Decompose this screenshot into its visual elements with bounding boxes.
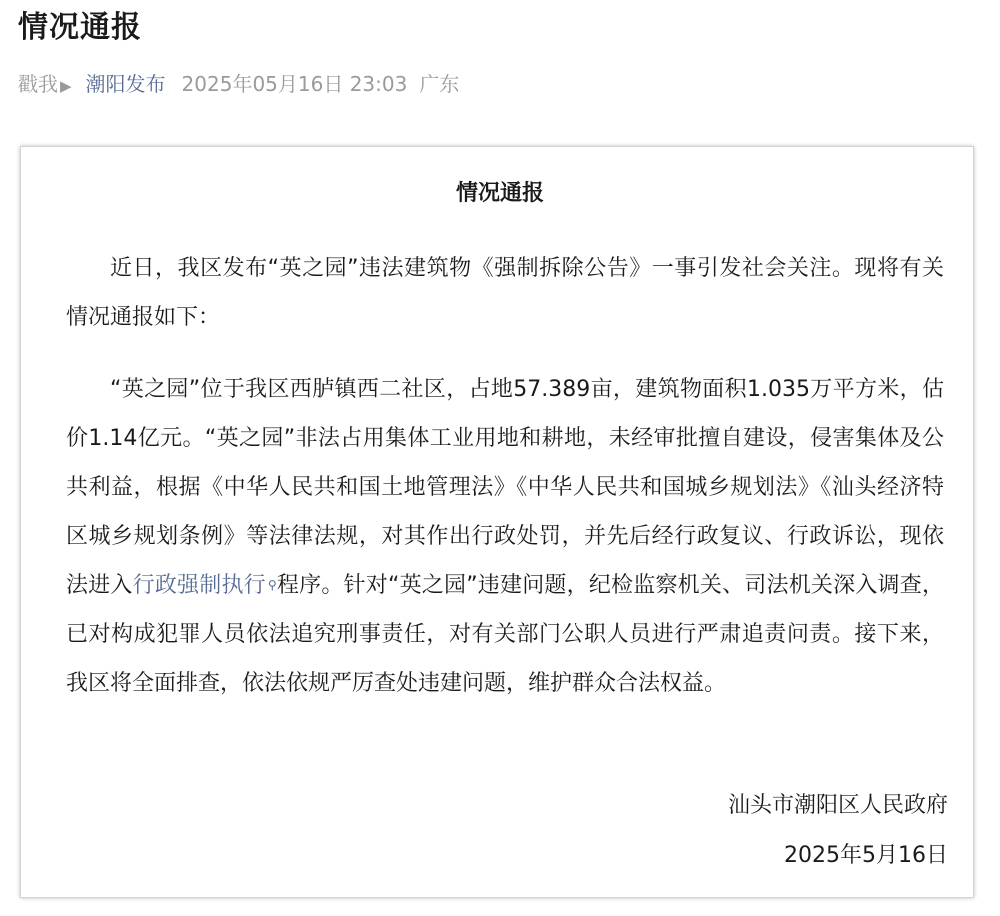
play-icon[interactable]: ▶ xyxy=(60,77,72,95)
publish-datetime: 2025年05月16日 23:03 xyxy=(181,72,408,96)
meta-prefix[interactable]: 戳我 xyxy=(18,72,58,96)
search-icon[interactable]: ⚲ xyxy=(267,578,277,592)
para2-text-after: 程序。针对“英之园”违建问题，纪检监察机关、司法机关深入调查，已对构成犯罪人员依法追究刑事责任，对有关部门公职人员进行严肃追责问责。接下来，我区将全面排查，依法依规严厉查处违建问题，维护群众合法权益。 xyxy=(66,573,944,696)
para2-text-before: “英之园”位于我区西胪镇西二社区，占地57.389亩，建筑物面积1.035万平方米，估价1.14亿元。“英之园”非法占用集体工业用地和耕地，未经审批擅自建设，侵害集体及公共利益，根据《中华人民共和国土地管理法》《中华人民共和国城乡规划法》《汕头经济特区城乡规划条例》等法律法规，对其作出行政处罚，并先后经行政复议、行政诉讼，现依法进入 xyxy=(66,377,944,598)
publish-location: 广东 xyxy=(419,72,460,96)
enforcement-link[interactable]: 行政强制执行 xyxy=(132,573,266,598)
notice-paragraph-1: 近日，我区发布“英之园”违法建筑物《强制拆除公告》一事引发社会关注。现将有关情况通报如下： xyxy=(66,256,944,330)
article-title: 情况通报 xyxy=(18,10,142,45)
notice-paragraph-2 xyxy=(66,365,944,708)
notice-title: 情况通报 xyxy=(455,181,544,206)
article-meta xyxy=(18,70,471,98)
notice-date: 2025年5月16日 xyxy=(784,843,948,868)
account-name-link[interactable]: 潮阳发布 xyxy=(85,72,166,96)
notice-signature: 汕头市潮阳区人民政府 xyxy=(727,793,948,818)
